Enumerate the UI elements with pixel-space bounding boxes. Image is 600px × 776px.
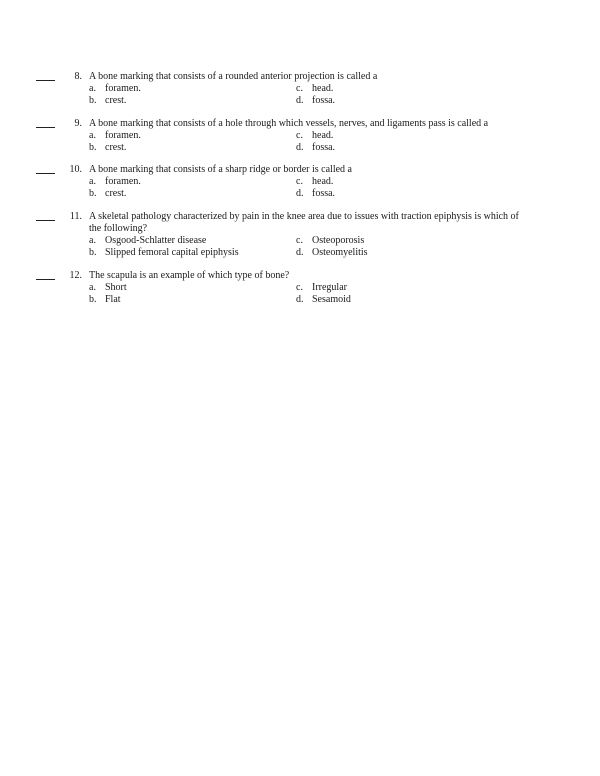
question-stem: A bone marking that consists of a sharp ridge or border is called a <box>89 164 352 175</box>
choice-text: Short <box>105 282 127 293</box>
choice-letter: d. <box>296 142 304 153</box>
question-number: 12. <box>69 270 82 281</box>
choice-letter: a. <box>89 235 96 246</box>
choice-letter: b. <box>89 247 97 258</box>
choice-text: Osteomyelitis <box>312 247 368 258</box>
choice-text: head. <box>312 130 334 141</box>
choice-text: foramen. <box>105 130 141 141</box>
question-number: 11. <box>69 211 82 222</box>
choice-letter: d. <box>296 95 304 106</box>
choice-letter: a. <box>89 130 96 141</box>
question-stem-line-1: A skeletal pathology characterized by pain in the knee area due to issues with traction epiphysis is which of <box>89 211 519 222</box>
question-stem: The scapula is an example of which type of bone? <box>89 270 290 281</box>
choice-text: Osteoporosis <box>312 235 365 246</box>
question-stem-line-2: the following? <box>89 223 148 234</box>
choice-text: foramen. <box>105 83 141 94</box>
choice-letter: c. <box>296 176 303 187</box>
question-number: 10. <box>69 164 82 175</box>
choice-letter: a. <box>89 176 96 187</box>
choice-text: foramen. <box>105 176 141 187</box>
choice-text: Slipped femoral capital epiphysis <box>105 247 239 258</box>
choice-letter: a. <box>89 83 96 94</box>
question-number: 8. <box>74 71 82 82</box>
answer-blank[interactable] <box>36 173 55 174</box>
choice-text: Irregular <box>312 282 347 293</box>
question-stem: A bone marking that consists of a rounded anterior projection is called a <box>89 71 378 82</box>
choice-text: fossa. <box>312 142 336 153</box>
answer-blank[interactable] <box>36 127 55 128</box>
choice-text: crest. <box>105 142 127 153</box>
choice-letter: c. <box>296 282 303 293</box>
choice-letter: b. <box>89 294 97 305</box>
choice-text: fossa. <box>312 188 336 199</box>
choice-text: Osgood-Schlatter disease <box>105 235 207 246</box>
choice-letter: d. <box>296 247 304 258</box>
choice-letter: d. <box>296 294 304 305</box>
answer-blank[interactable] <box>36 80 55 81</box>
choice-letter: c. <box>296 83 303 94</box>
choice-text: crest. <box>105 95 127 106</box>
question-number: 9. <box>74 118 82 129</box>
choice-letter: d. <box>296 188 304 199</box>
choice-letter: b. <box>89 95 97 106</box>
question-stem: A bone marking that consists of a hole through which vessels, nerves, and ligaments pass is called a <box>89 118 489 129</box>
choice-letter: b. <box>89 188 97 199</box>
choice-text: head. <box>312 83 334 94</box>
choice-text: crest. <box>105 188 127 199</box>
choice-letter: b. <box>89 142 97 153</box>
choice-letter: c. <box>296 130 303 141</box>
choice-letter: a. <box>89 282 96 293</box>
choice-text: head. <box>312 176 334 187</box>
choice-text: Flat <box>105 294 121 305</box>
answer-blank[interactable] <box>36 220 55 221</box>
choice-text: Sesamoid <box>312 294 351 305</box>
answer-blank[interactable] <box>36 279 55 280</box>
choice-letter: c. <box>296 235 303 246</box>
choice-text: fossa. <box>312 95 336 106</box>
